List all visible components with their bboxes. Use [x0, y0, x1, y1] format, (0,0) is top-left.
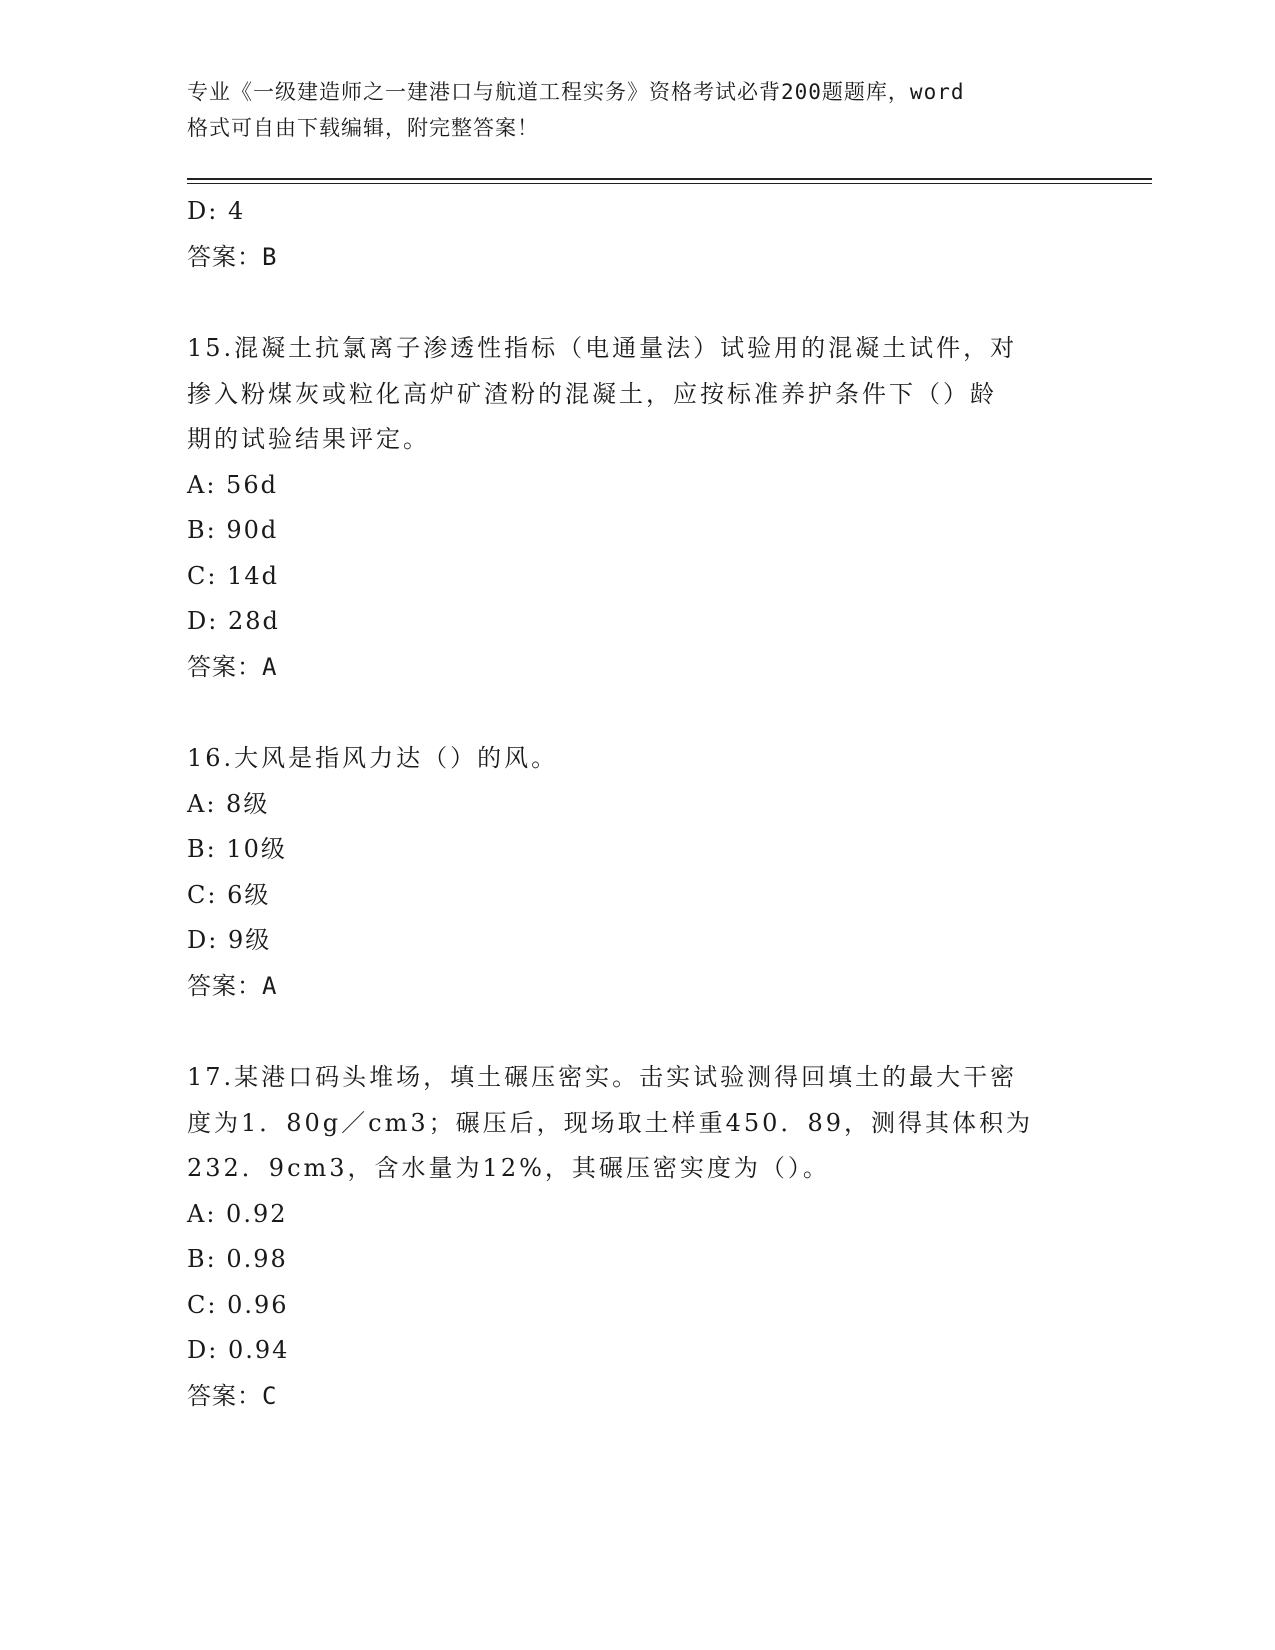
- page-header: [187, 74, 1067, 146]
- spacer: [187, 690, 1087, 736]
- question-17-option-a: A: 0.92: [187, 1199, 288, 1228]
- question-17-option-c: C: 0.96: [187, 1290, 289, 1319]
- header-title-line-1: 专业《一级建造师之一建港口与航道工程实务》资格考试必背200题题库，word: [187, 80, 965, 104]
- question-list: [187, 189, 1087, 1419]
- question-15-option-d: D: 28d: [187, 607, 280, 635]
- question-15-option-c: C: 14d: [187, 561, 279, 590]
- question-16-option-c: C: 6级: [187, 880, 271, 909]
- spacer: [187, 1009, 1087, 1055]
- question-17-text-line-2: 度为1．80g／cm3；碾压后，现场取土样重450．89，测得其体积为: [187, 1108, 1033, 1137]
- question-17-option-d: D: 0.94: [187, 1336, 290, 1364]
- question-16-option-a: A: 8级: [187, 789, 270, 818]
- question-16: [187, 736, 1087, 1009]
- question-16-answer: 答案：A: [187, 971, 278, 1000]
- question-15-text-line-2: 掺入粉煤灰或粒化高炉矿渣粉的混凝土，应按标准养护条件下（）龄: [187, 379, 997, 408]
- question-17-option-b: B: 0.98: [187, 1245, 288, 1273]
- header-title-line-2: 格式可自由下载编辑，附完整答案！: [187, 116, 539, 140]
- question-16-text-line-1: 16.大风是指风力达（）的风。: [187, 744, 559, 772]
- question-15-option-a: A: 56d: [187, 470, 278, 499]
- question-17-text-line-1: 17.某港口码头堆场，填土碾压密实。击实试验测得回填土的最大干密: [187, 1063, 1018, 1091]
- question-15: [187, 326, 1087, 690]
- question-15-option-b: B: 90d: [187, 516, 279, 544]
- question-15-text-line-1: 15.混凝土抗氯离子渗透性指标（电通量法）试验用的混凝土试件，对: [187, 334, 1018, 362]
- question-16-option-d: D: 9级: [187, 926, 272, 954]
- question-15-text-line-3: 期的试验结果评定。: [187, 425, 430, 453]
- question-17-answer: 答案：C: [187, 1381, 278, 1410]
- prev-answer: 答案：B: [187, 242, 278, 271]
- header-divider-thin: [187, 183, 1152, 184]
- prev-option-d: D: 4: [187, 197, 246, 225]
- question-15-answer: 答案：A: [187, 652, 278, 681]
- header-divider-thick: [187, 178, 1152, 180]
- spacer: [187, 280, 1087, 326]
- question-16-option-b: B: 10级: [187, 835, 287, 863]
- question-17: [187, 1055, 1087, 1419]
- question-17-text-line-3: 232．9cm3，含水量为12%，其碾压密实度为（）。: [187, 1154, 830, 1182]
